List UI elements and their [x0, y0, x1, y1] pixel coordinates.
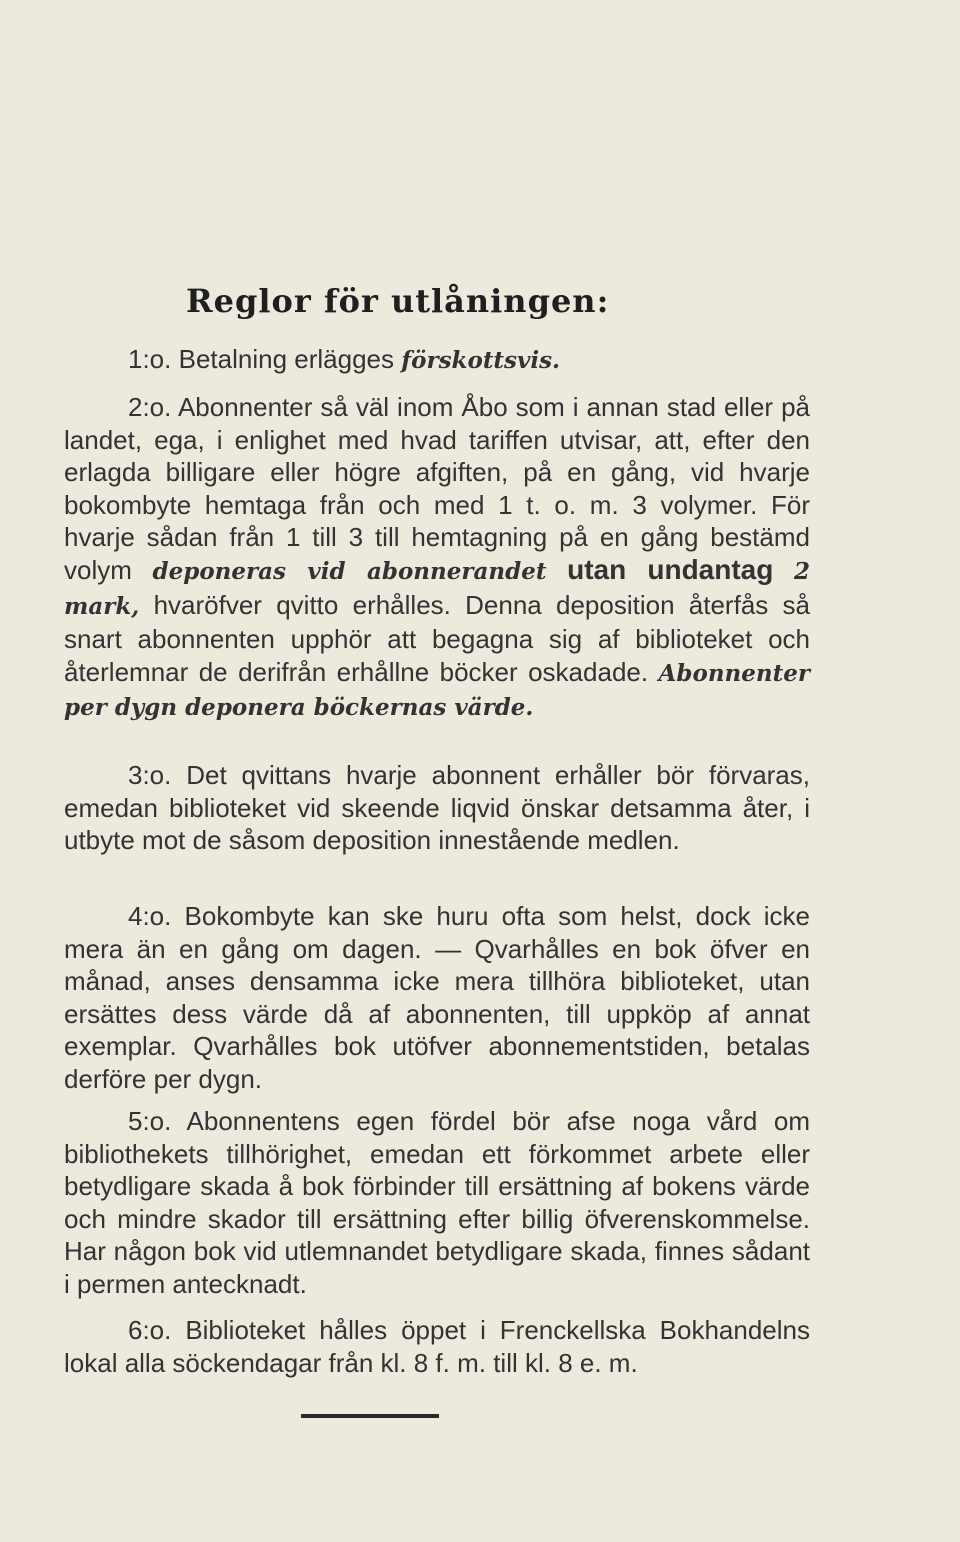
document-page — [64, 0, 810, 1542]
rule-number: 5:o. — [128, 1106, 172, 1136]
rule-italic-text: 2 mark, — [64, 557, 810, 620]
rule-3 — [64, 759, 810, 857]
rule-2 — [64, 391, 810, 725]
rule-text: Bokombyte kan ske huru ofta som helst, dock icke mera än en gång om dagen. — Qvarhålles en bok öfver en månad, anses densamma icke mera tillhöra biblioteket, utan ersättes dess värde då af abonnenten, till uppköp af annat exemplar. Qvarhålles bok utöfver abonnementstiden, betalas derföre per dygn. — [64, 901, 810, 1094]
rule-text: Betalning erlägges — [178, 344, 394, 374]
rule-text: hvaröfver qvitto erhålles. Denna deposition återfås så snart abonnenten upphör att begagna sig af biblioteket och återlemnar de derifrån erhållne böcker oskadade. — [64, 589, 810, 687]
rule-italic-text: deponeras vid abonnerandet — [152, 557, 547, 585]
rule-text: Abonnenter så väl inom Åbo som i annan stad eller på landet, ega, i enlighet med hvad tariffen utvisar, att, efter den erlagda billigare eller högre afgiften, på en gång, vid hvarje bokombyte hemtaga från och med 1 t. o. m. 3 volymer. För hvarje sådan från 1 till 3 till hemtagning på en gång bestämd volym — [64, 392, 810, 585]
rule-bold-text: utan undantag — [567, 553, 774, 585]
rule-1 — [64, 343, 810, 378]
rule-number: 2:o. — [128, 392, 172, 422]
rule-4 — [64, 900, 810, 1096]
rules-heading: Reglor för utlåningen: — [186, 282, 610, 320]
rule-text: Biblioteket hålles öppet i Frenckellska Bokhandelns lokal alla söckendagar från kl. 8 f. m. till kl. 8 e. m. — [64, 1315, 810, 1378]
rule-6 — [64, 1314, 810, 1379]
rule-italic-text: Abonnenter per dygn deponera böckernas värde. — [64, 659, 810, 722]
divider-rule — [301, 1414, 439, 1418]
rule-italic-text: förskottsvis. — [401, 347, 561, 374]
rule-5 — [64, 1105, 810, 1301]
rule-number: 1:o. — [128, 344, 172, 374]
rule-number: 3:o. — [128, 760, 172, 790]
rule-number: 6:o. — [128, 1315, 172, 1345]
rule-text: Det qvittans hvarje abonnent erhåller bör förvaras, emedan biblioteket vid skeende liqvid önskar detsamma åter, i utbyte mot de såsom deposition innestående medlen. — [64, 760, 810, 856]
rule-text: Abonnentens egen fördel bör afse noga vård om bibliothekets tillhörighet, emedan ett förkommet arbete eller betydligare skada å bok förbinder till ersättning af bokens värde och mindre skador till ersättning efter billig öfverenskommelse. Har någon bok vid utlemnandet betydligare skada, finnes sådant i permen antecknadt. — [64, 1106, 810, 1299]
rule-number: 4:o. — [128, 901, 172, 931]
